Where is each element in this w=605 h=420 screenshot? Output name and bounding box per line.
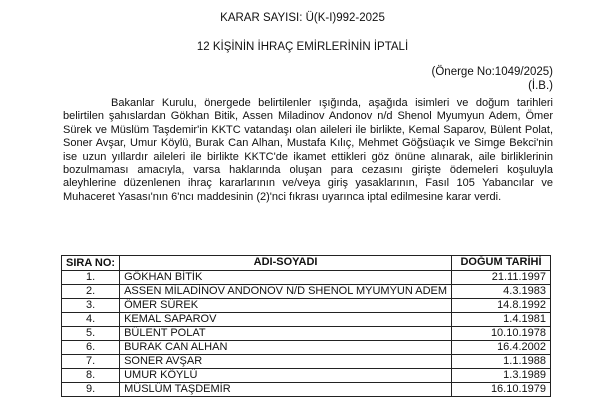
person-name: UMUR KÖYLÜ <box>120 369 452 383</box>
table-row <box>62 299 551 313</box>
birth-date: 16.10.1979 <box>452 383 551 397</box>
person-name: BURAK CAN ALHAN <box>120 341 452 355</box>
table-row <box>62 383 551 397</box>
document-subject: 12 KİŞİNİN İHRAÇ EMİRLERİNİN İPTALİ <box>196 41 409 53</box>
row-number: 1. <box>62 271 120 285</box>
birth-date: 16.4.2002 <box>452 341 551 355</box>
decision-text: Bakanlar Kurulu, önergede belirtilenler ışığında, aşağıda isimleri ve doğum tarihleri belirtilen şahıslardan Gökhan Bitik, Assen Miladinov Andonov n/d Shenol Myumyun Adem, Ömer Sürek ve Müslüm Taşdemir'in KKTC vatandaşı olan aileleri ile birlikte, Kemal Saparov, Bülent Polat, Soner Avşar, Umur Köylü, Burak Can Alhan, Mustafa Kılıç, Mehmet Göğsüaçık ve Simge Bekci'nin ise uzun yıllardır aileleri ile birlikte KKTC'de ikamet ettikleri göz önüne alınarak, aile birliklerinin bozulmaması amacıyla, varsa haklarında oluşan para cezasını girişte ödemeleri koşuluyla aleyhlerine düzenlenen ihraç kararlarının ve/veya giriş yasaklarının, Fasıl 105 Yabancılar ve Muhaceret Yasası'nın 6'ncı maddesinin (2)'nci fıkrası uyarınca iptal edilmesine karar verdi. <box>63 97 553 203</box>
row-number: 3. <box>62 299 120 313</box>
table-row <box>62 355 551 369</box>
row-number: 6. <box>62 341 120 355</box>
row-number: 5. <box>62 327 120 341</box>
row-number: 4. <box>62 313 120 327</box>
person-name: KEMAL SAPAROV <box>120 313 452 327</box>
birth-date: 1.1.1988 <box>452 355 551 369</box>
person-name: ÖMER SÜREK <box>120 299 452 313</box>
table-row <box>62 369 551 383</box>
table-row <box>62 271 551 285</box>
birth-date: 10.10.1978 <box>452 327 551 341</box>
column-header-name: ADI-SOYADI <box>120 256 452 271</box>
person-name: MÜSLÜM TAŞDEMİR <box>120 383 452 397</box>
birth-date: 1.4.1981 <box>452 313 551 327</box>
person-name: GÖKHAN BİTİK <box>120 271 452 285</box>
table-row <box>62 285 551 299</box>
birth-date: 4.3.1983 <box>452 285 551 299</box>
table-body <box>62 271 551 397</box>
table-row <box>62 341 551 355</box>
table-row <box>62 327 551 341</box>
decision-number: KARAR SAYISI: Ü(K-I)992-2025 <box>220 12 385 24</box>
column-header-birthdate: DOĞUM TARİHİ <box>452 256 551 271</box>
ministry-code: (İ.B.) <box>528 80 553 92</box>
birth-date: 14.8.1992 <box>452 299 551 313</box>
person-name: SONER AVŞAR <box>120 355 452 369</box>
row-number: 9. <box>62 383 120 397</box>
persons-table <box>61 255 551 397</box>
row-number: 2. <box>62 285 120 299</box>
birth-date: 21.11.1997 <box>452 271 551 285</box>
column-header-no: SIRA NO: <box>62 256 120 271</box>
person-name: BÜLENT POLAT <box>120 327 452 341</box>
person-name: ASSEN MİLADİNOV ANDONOV N/D SHENOL MYUMYUN ADEM <box>120 285 452 299</box>
table-row <box>62 313 551 327</box>
birth-date: 1.3.1989 <box>452 369 551 383</box>
table-header-row <box>62 256 551 271</box>
motion-number: (Önerge No:1049/2025) <box>431 66 553 78</box>
decision-paragraph <box>63 97 553 204</box>
row-number: 8. <box>62 369 120 383</box>
row-number: 7. <box>62 355 120 369</box>
